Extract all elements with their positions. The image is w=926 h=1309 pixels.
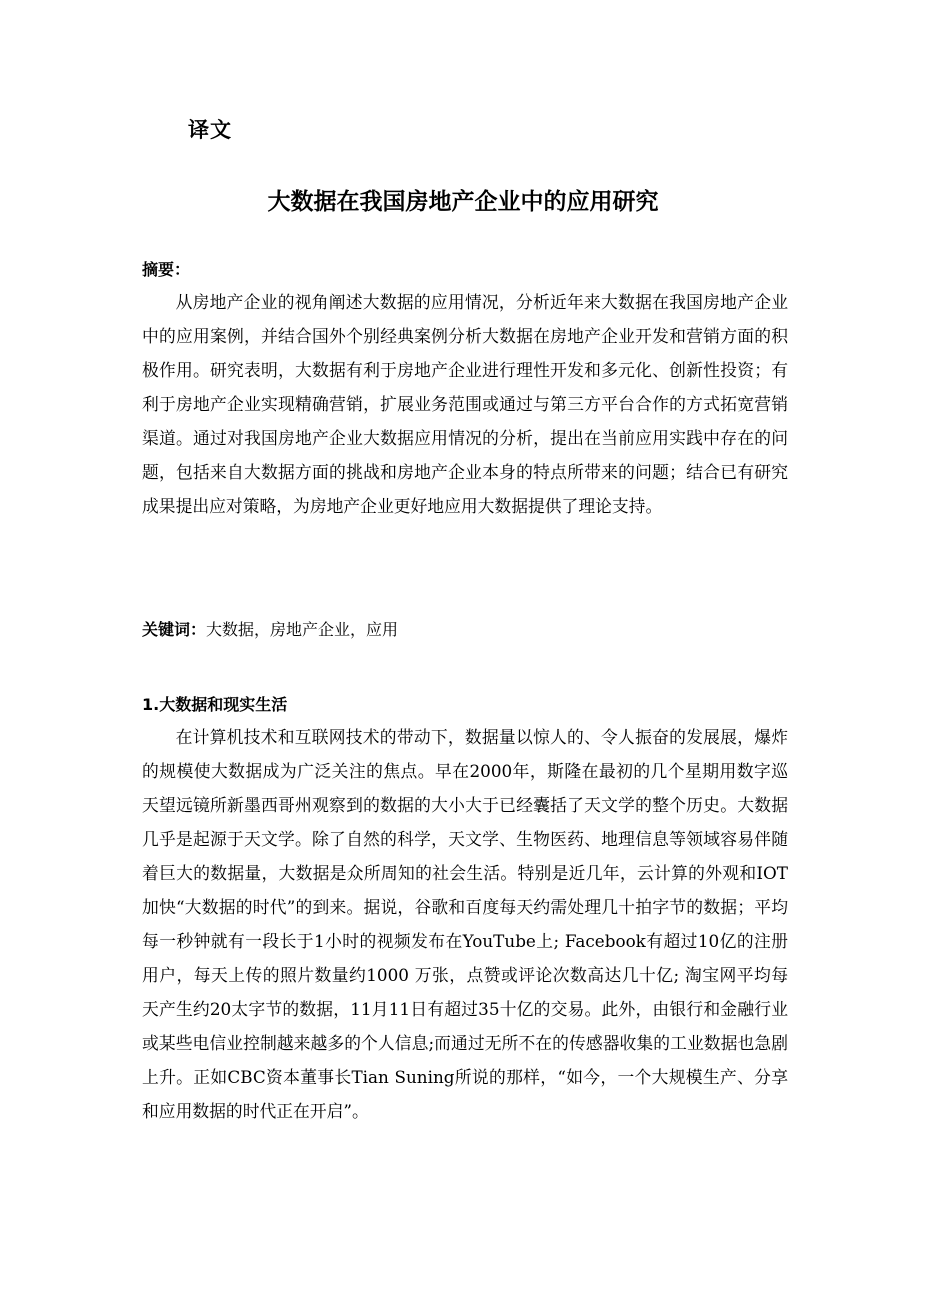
section-heading: 1.大数据和现实生活 xyxy=(142,695,288,714)
paper-title: 大数据在我国房地产企业中的应用研究 xyxy=(267,189,659,215)
keywords-row xyxy=(142,617,398,640)
abstract-text: 从房地产企业的视角阐述大数据的应用情况，分析近年来大数据在我国房地产企业中的应用案例，并结合国外个别经典案例分析大数据在房地产企业开发和营销方面的积极作用。研究表明，大数据有利于房地产企业进行理性开发和多元化、创新性投资；有利于房地产企业实现精确营销，扩展业务范围或通过与第三方平台合作的方式拓宽营销渠道。通过对我国房地产企业大数据应用情况的分析，提出在当前应用实践中存在的问题，包括来自大数据方面的挑战和房地产企业本身的特点所带来的问题；结合已有研究成果提出应对策略，为房地产企业更好地应用大数据提供了理论支持。 xyxy=(142,292,788,516)
section-body: 在计算机技术和互联网技术的带动下，数据量以惊人的、令人振奋的发展展，爆炸的规模使大数据成为广泛关注的焦点。早在2000年，斯隆在最初的几个星期用数字巡天望远镜所新墨西哥州观察到的数据的大小大于已经囊括了天文学的整个历史。大数据几乎是起源于天文学。除了自然的科学，天文学、生物医药、地理信息等领域容易伴随着巨大的数据量，大数据是众所周知的社会生活。特别是近几年，云计算的外观和IOT加快“大数据的时代”的到来。据说，谷歌和百度每天约需处理几十拍字节的数据；平均每一秒钟就有一段长于1小时的视频发布在YouTube上; Facebook有超过10亿的注册用户，每天上传的照片数量约1000 万张，点赞或评论次数高达几十亿; 淘宝网平均每天产生约20太字节的数据，11月11日有超过35十亿的交易。此外，由银行和金融行业或某些电信业控制越来越多的个人信息;而通过无所不在的传感器收集的工业数据也急剧上升。正如CBC资本董事长Tian Suning所说的那样，“如今，一个大规模生产、分享和应用数据的时代正在开启”。 xyxy=(142,727,788,1121)
translation-label: 译文 xyxy=(188,118,232,142)
keywords-text: 大数据，房地产企业，应用 xyxy=(206,620,399,639)
keywords-label: 关键词： xyxy=(142,620,207,639)
abstract-label: 摘要： xyxy=(142,260,191,279)
